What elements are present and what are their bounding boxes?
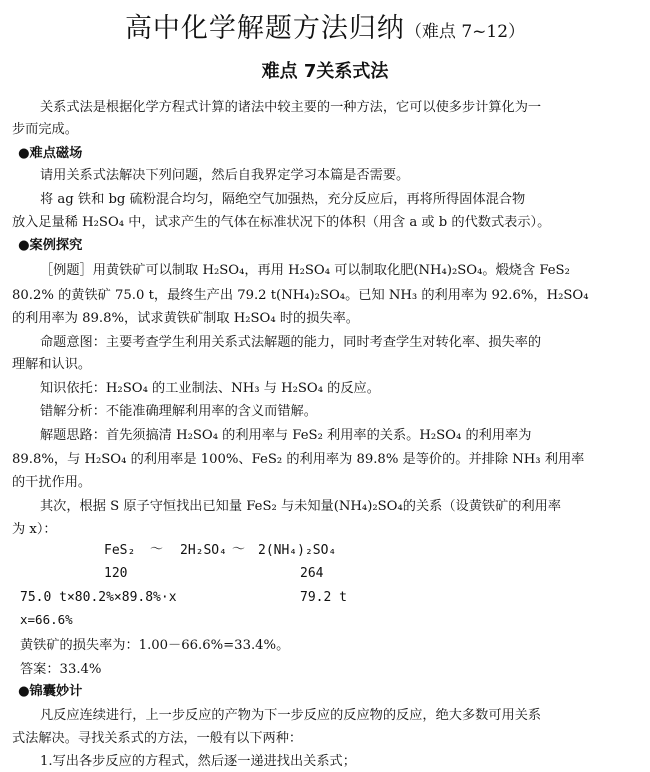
relation-mass-3: 264 <box>300 566 324 581</box>
paragraph-line: 式法解决。寻找关系式的方法，一般有以下两种： <box>12 731 303 746</box>
paragraph-line: 放入足量稀 H₂SO₄ 中，试求产生的气体在标准状况下的体积（用含 a 或 b 的代数式表示）。 <box>12 215 551 230</box>
paragraph-line: 知识依托：H₂SO₄ 的工业制法、NH₃ 与 H₂SO₄ 的反应。 <box>40 381 380 396</box>
paragraph-line: 命题意图：主要考查学生利用关系式法解题的能力，同时考查学生对转化率、损失率的 <box>40 335 542 350</box>
section-heading: 难点 7关系式法 <box>261 61 389 82</box>
paragraph-line: 89.8%，与 H₂SO₄ 的利用率是 100%、FeS₂ 的利用率为 89.8% 是等价的。并排除 NH₃ 利用率 <box>12 452 585 467</box>
paragraph-line: 1.写出各步反应的方程式，然后逐一递进找出关系式； <box>40 754 356 769</box>
paragraph-line: 黄铁矿的损失率为：1.00－66.6%=33.4%。 <box>20 638 290 653</box>
paragraph-line: 为 x）： <box>12 522 57 537</box>
paragraph-line: 凡反应连续进行，上一步反应的产物为下一步反应的反应物的反应，绝大多数可用关系 <box>40 708 542 723</box>
paragraph-line: 步而完成。 <box>12 122 78 137</box>
section-label: ●难点磁场 <box>18 146 83 161</box>
paragraph-line: 关系式法是根据化学方程式计算的诸法中较主要的一种方法，它可以使多步计算化为一 <box>40 100 542 115</box>
relation-species-3: 2(NH₄)₂SO₄ <box>258 543 337 558</box>
paragraph-line: 其次，根据 S 原子守恒找出已知量 FeS₂ 与未知量(NH₄)₂SO₄的关系（设黄铁矿的利用率 <box>40 499 562 514</box>
section-label: ●案例探究 <box>18 238 83 253</box>
paragraph-line: 的利用率为 89.8%，试求黄铁矿制取 H₂SO₄ 时的损失率。 <box>12 311 359 326</box>
section-label: ●锦囊妙计 <box>18 684 83 699</box>
paragraph-line: 将 ag 铁和 bg 硫粉混合均匀，隔绝空气加强热，充分反应后，再将所得固体混合物 <box>40 192 526 207</box>
paragraph-line: 的干扰作用。 <box>12 475 92 490</box>
title-subtitle: （难点 7~12） <box>404 22 526 42</box>
relation-species-2: 2H₂SO₄ <box>180 543 227 558</box>
relation-species-1: FeS₂ <box>104 543 136 558</box>
paragraph-line: 80.2% 的黄铁矿 75.0 t，最终生产出 79.2 t(NH₄)₂SO₄。已知 NH₃ 的利用率为 92.6%，H₂SO₄ <box>12 288 589 303</box>
relation-tilde-1: ～ <box>150 542 164 557</box>
document-title <box>0 6 650 45</box>
paragraph-line: 理解和认识。 <box>12 357 92 372</box>
relation-mass-1: 120 <box>104 566 128 581</box>
relation-given-1: 75.0 t×80.2%×89.8%·x <box>20 590 177 605</box>
title-main: 高中化学解题方法归纳 <box>124 13 405 44</box>
answer-line: 答案：33.4% <box>20 662 102 677</box>
paragraph-line: 请用关系式法解决下列问题，然后自我界定学习本篇是否需要。 <box>40 168 410 183</box>
paragraph-line: 解题思路：首先须搞清 H₂SO₄ 的利用率与 FeS₂ 利用率的关系。H₂SO₄ 的利用率为 <box>40 428 532 443</box>
paragraph-line: x=66.6% <box>20 612 73 627</box>
relation-given-3: 79.2 t <box>300 590 347 605</box>
paragraph-line: ［例题］用黄铁矿可以制取 H₂SO₄，再用 H₂SO₄ 可以制取化肥(NH₄)₂SO₄。煅烧含 FeS₂ <box>40 263 570 278</box>
relation-tilde-2: ～ <box>232 542 246 557</box>
paragraph-line: 错解分析：不能准确理解利用率的含义而错解。 <box>40 404 317 419</box>
